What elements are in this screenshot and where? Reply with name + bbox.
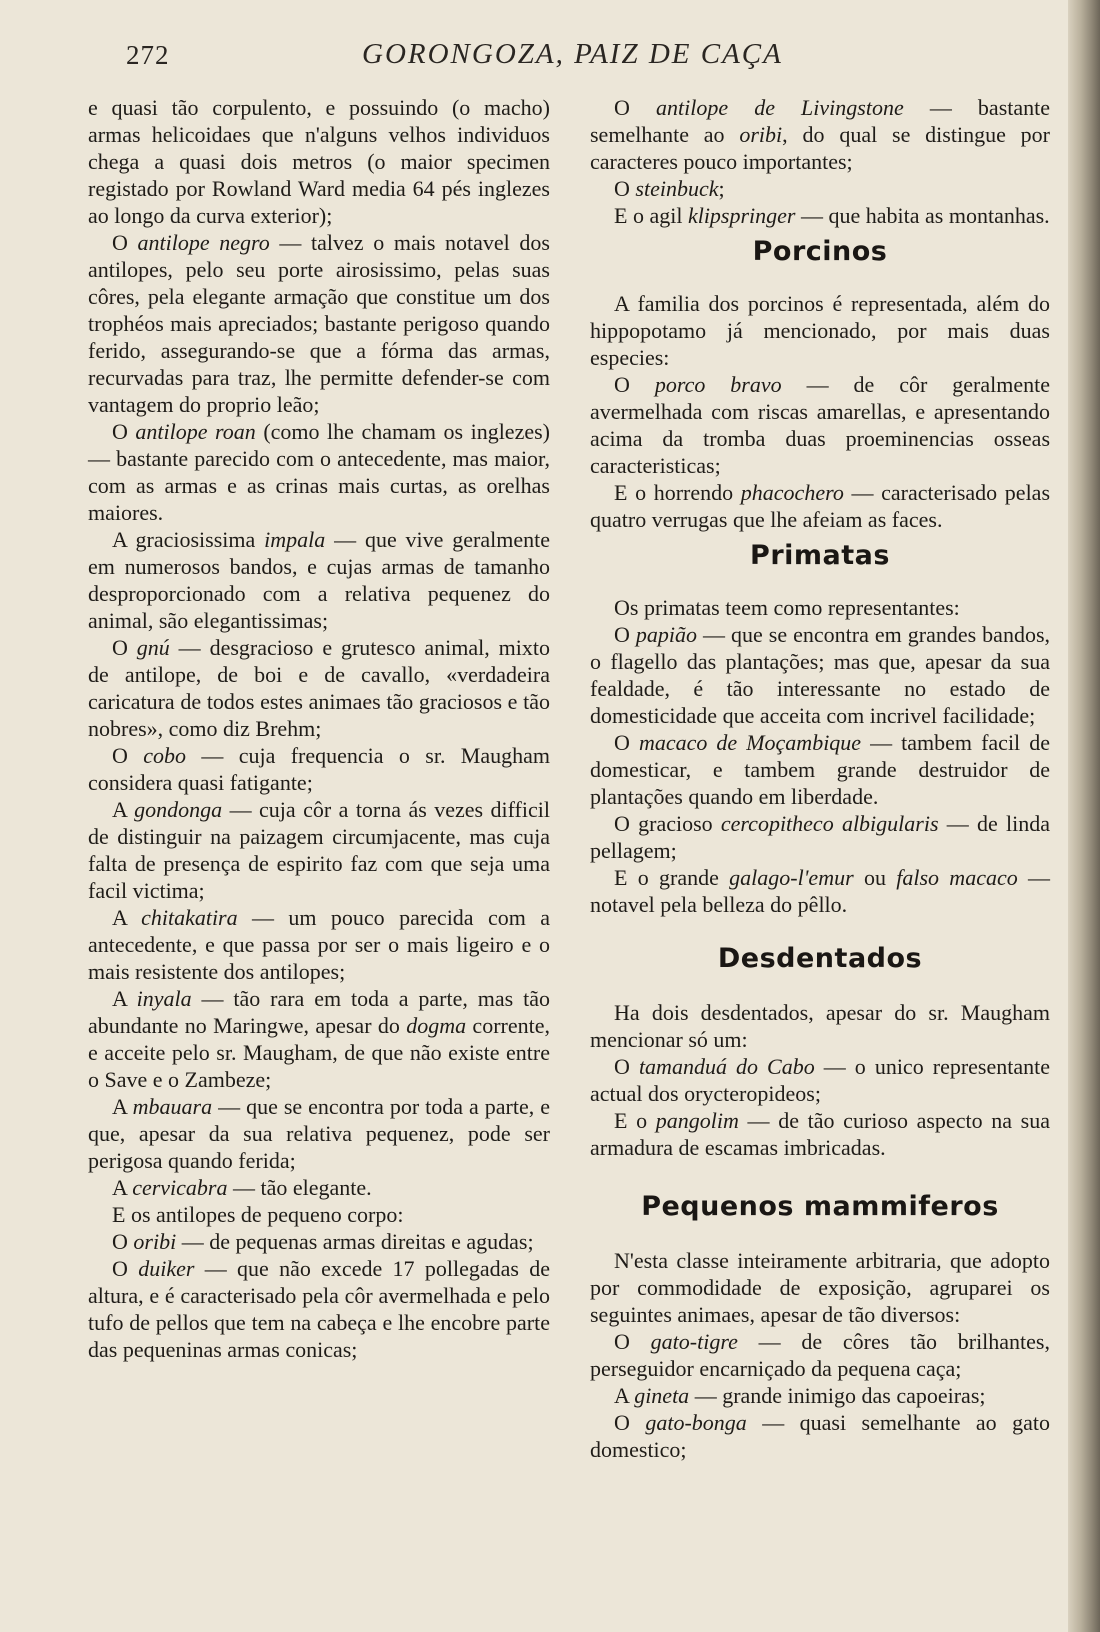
italic-term: papião bbox=[635, 622, 698, 647]
paragraph bbox=[590, 1247, 1050, 1328]
text-run: A bbox=[112, 797, 135, 822]
text-run: — de côr geralmente avermelhada com riscas amarellas, e apresentando acima da tromba duas proeminencias osseas caracteristicas; bbox=[590, 372, 1051, 478]
paragraph bbox=[88, 1255, 550, 1363]
text-run: , do qual se distingue por caracteres pouco importantes; bbox=[590, 122, 1050, 174]
text-run: — de linda pellagem; bbox=[590, 811, 1050, 863]
paragraph bbox=[590, 729, 1050, 810]
text-run: — notavel pela belleza do pêllo. bbox=[590, 865, 1051, 917]
text-run: — que se encontra por toda a parte, e que, apesar da sua relativa pequenez, pode ser perigosa quando ferida; bbox=[88, 1094, 550, 1173]
text-run: — tambem facil de domesticar, e tambem grande destruidor de plantações quando em liberdade. bbox=[590, 730, 1050, 809]
text-run: — o unico representante actual dos orycteropideos; bbox=[590, 1054, 1051, 1106]
text-run: — quasi semelhante ao gato domestico; bbox=[590, 1410, 1050, 1462]
text-run: — bastante semelhante ao bbox=[590, 95, 1051, 147]
paragraph bbox=[590, 621, 1050, 729]
text-run: E o horrendo bbox=[614, 480, 741, 505]
text-run: O bbox=[614, 730, 639, 755]
text-run: — que se encontra em grandes bandos, o flagello das plantações; mas que, apesar da sua fealdade, é tão interessante no estado de domesticidade que acceita com incrivel facilidade; bbox=[590, 622, 1051, 728]
page-number: 272 bbox=[126, 40, 170, 70]
book-spine-shadow bbox=[1068, 0, 1100, 1632]
italic-term: cercopitheco albigularis bbox=[720, 811, 939, 836]
italic-term: duiker bbox=[138, 1256, 195, 1281]
text-run: — tão rara em toda a parte, mas tão abundante no Maringwe, apesar do bbox=[88, 986, 550, 1038]
text-run: Ha dois desdentados, apesar do sr. Maugham mencionar só um: bbox=[590, 1000, 1050, 1052]
paragraph bbox=[88, 1174, 550, 1201]
text-run: O bbox=[112, 230, 138, 255]
text-run: O bbox=[614, 372, 655, 397]
left-text-column bbox=[88, 94, 550, 1363]
text-run: A bbox=[112, 905, 142, 930]
paragraph bbox=[88, 94, 550, 229]
italic-term: cervicabra bbox=[132, 1175, 228, 1200]
text-run: — desgracioso e grutesco animal, mixto de antilope, de boi e de cavallo, «verdadeira caricatura de todos estes animaes tão graciosos e tão nobres», como diz Brehm; bbox=[88, 635, 550, 741]
italic-term: phacochero bbox=[740, 480, 844, 505]
italic-term: pangolim bbox=[655, 1108, 739, 1133]
text-run: (como lhe chamam os inglezes) — bastante parecido com o antecedente, mas maior, com as armas e as crinas mais curtas, as orelhas maiores. bbox=[88, 419, 550, 525]
text-run: — de pequenas armas direitas e agudas; bbox=[176, 1229, 534, 1254]
paragraph bbox=[590, 594, 1050, 621]
section-heading-desdentados: Desdentados bbox=[717, 943, 923, 974]
italic-term: gondonga bbox=[134, 797, 223, 822]
text-run: N'esta classe inteiramente arbitraria, que adopto por commodidade de exposição, agruparei os seguintes animaes, apesar de tão diversos: bbox=[590, 1248, 1050, 1327]
text-run: — que vive geralmente em numerosos bandos, e cujas armas de tamanho desproporcionado com a relativa pequenez do animal, são elegantissimas; bbox=[88, 527, 550, 633]
paragraph bbox=[590, 290, 1050, 371]
italic-term: antilope negro bbox=[137, 230, 270, 255]
text-run: E os antilopes de pequeno corpo: bbox=[112, 1202, 404, 1227]
italic-term: macaco de Moçambique bbox=[638, 730, 862, 755]
text-run: — de côres tão brilhantes, perseguidor encarniçado da pequena caça; bbox=[590, 1329, 1050, 1381]
italic-term: gineta bbox=[634, 1383, 690, 1408]
paragraph bbox=[590, 202, 1050, 229]
text-run: — cuja frequencia o sr. Maugham considera quasi fatigante; bbox=[88, 743, 551, 795]
paragraph bbox=[88, 1201, 550, 1228]
text-run: Os primatas teem como representantes: bbox=[614, 595, 960, 620]
text-run: — de tão curioso aspecto na sua armadura de escamas imbricadas. bbox=[590, 1108, 1050, 1160]
text-run: O bbox=[112, 743, 144, 768]
right-text-column bbox=[590, 94, 1050, 1463]
paragraph bbox=[590, 1328, 1050, 1382]
text-run: — talvez o mais notavel dos antilopes, pelo seu porte airosissimo, pelas suas côres, pela elegante armação que constitue um dos trophéos mais apreciados; bastante perigoso quando ferido, assegurando-se que a fórma das armas, recurvadas para traz, lhe permitte defender-se com vantagem do proprio leão; bbox=[88, 230, 550, 417]
text-run: O bbox=[112, 419, 136, 444]
paragraph bbox=[88, 742, 550, 796]
paragraph bbox=[88, 526, 550, 634]
text-run: e quasi tão corpulento, e possuindo (o macho) armas helicoidaes que n'alguns velhos individuos chega a quasi dois metros (o maior specimen registado por Rowland Ward media 64 pés inglezes ao longo da curva exterior); bbox=[88, 95, 550, 228]
text-run: A bbox=[112, 986, 137, 1011]
section-heading-primatas: Primatas bbox=[750, 540, 890, 571]
paragraph bbox=[88, 1093, 550, 1174]
italic-term: antilope de Livingstone bbox=[656, 95, 904, 120]
text-run: ; bbox=[718, 176, 725, 201]
italic-term: tamanduá do Cabo bbox=[638, 1054, 815, 1079]
text-run: — um pouco parecida com a antecedente, e que passa por ser o mais ligeiro e o mais resistente dos antilopes; bbox=[88, 905, 550, 984]
section-heading-porcinos: Porcinos bbox=[752, 236, 888, 267]
paragraph bbox=[590, 1107, 1050, 1161]
text-run: — que habita as montanhas. bbox=[795, 203, 1050, 228]
text-run: O bbox=[614, 622, 636, 647]
italic-term: impala bbox=[264, 527, 326, 552]
paragraph bbox=[590, 810, 1050, 864]
paragraph bbox=[590, 1382, 1050, 1409]
text-run: O bbox=[614, 1329, 651, 1354]
text-run: E o grande bbox=[614, 865, 730, 890]
italic-term: oribi bbox=[739, 122, 783, 147]
italic-term: inyala bbox=[136, 986, 192, 1011]
paragraph bbox=[88, 418, 550, 526]
paragraph bbox=[88, 634, 550, 742]
italic-term: porco bravo bbox=[654, 372, 782, 397]
italic-term: chitakatira bbox=[141, 905, 238, 930]
italic-term: dogma bbox=[406, 1013, 467, 1038]
text-run: — que não excede 17 pollegadas de altura, e é caracterisado pela côr avermelhada e pelo tufo de pellos que tem na cabeça e lhe encobre parte das pequeninas armas conicas; bbox=[88, 1256, 550, 1362]
italic-term: gato-tigre bbox=[650, 1329, 738, 1354]
italic-term: gato-bonga bbox=[645, 1410, 747, 1435]
paragraph bbox=[88, 1228, 550, 1255]
text-run: A bbox=[112, 1175, 133, 1200]
paragraph bbox=[590, 999, 1050, 1053]
text-run: A familia dos porcinos é representada, além do hippopotamo já mencionado, por mais duas especies: bbox=[590, 291, 1050, 370]
italic-term: steinbuck bbox=[635, 176, 719, 201]
text-run: — caracterisado pelas quatro verrugas que lhe afeiam as faces. bbox=[590, 480, 1051, 532]
page-header bbox=[0, 38, 1060, 78]
text-run: O bbox=[112, 635, 137, 660]
text-run: A graciosissima bbox=[112, 527, 265, 552]
paragraph bbox=[88, 985, 550, 1093]
text-run: — tão elegante. bbox=[227, 1175, 372, 1200]
italic-term: cobo bbox=[143, 743, 187, 768]
text-run: O bbox=[614, 1054, 639, 1079]
paragraph bbox=[590, 1409, 1050, 1463]
italic-term: klipspringer bbox=[687, 203, 796, 228]
text-run: O bbox=[614, 176, 636, 201]
text-run: A bbox=[614, 1383, 635, 1408]
text-run: O bbox=[614, 95, 656, 120]
section-heading-pequenos: Pequenos mammiferos bbox=[641, 1191, 999, 1222]
italic-term: mbauara bbox=[132, 1094, 213, 1119]
italic-term: falso macaco bbox=[896, 865, 1018, 890]
paragraph bbox=[590, 864, 1050, 918]
paragraph bbox=[88, 796, 550, 904]
paragraph bbox=[88, 904, 550, 985]
text-run: E o bbox=[614, 1108, 656, 1133]
text-run: O bbox=[614, 1410, 646, 1435]
italic-term: gnú bbox=[136, 635, 170, 660]
italic-term: galago-l'emur bbox=[729, 865, 854, 890]
paragraph bbox=[88, 229, 550, 418]
running-title: GORONGOZA, PAIZ DE CAÇA bbox=[362, 38, 783, 70]
text-run: ou bbox=[853, 865, 897, 890]
text-run: O bbox=[112, 1229, 134, 1254]
italic-term: antilope roan bbox=[135, 419, 256, 444]
text-run: O bbox=[112, 1256, 139, 1281]
text-run: A bbox=[112, 1094, 133, 1119]
paragraph bbox=[590, 175, 1050, 202]
paragraph bbox=[590, 479, 1050, 533]
text-run: corrente, e acceite pelo sr. Maugham, de que não existe entre o Save e o Zambeze; bbox=[88, 1013, 550, 1092]
text-run: — cuja côr a torna ás vezes difficil de distinguir na paizagem circumjacente, mas cuja falta de presença de espirito faz com que seja uma facil victima; bbox=[88, 797, 550, 903]
text-run: E o agil bbox=[614, 203, 688, 228]
paragraph bbox=[590, 371, 1050, 479]
text-run: — grande inimigo das capoeiras; bbox=[689, 1383, 986, 1408]
paragraph bbox=[590, 94, 1050, 175]
text-run: O gracioso bbox=[614, 811, 721, 836]
paragraph bbox=[590, 1053, 1050, 1107]
italic-term: oribi bbox=[133, 1229, 177, 1254]
